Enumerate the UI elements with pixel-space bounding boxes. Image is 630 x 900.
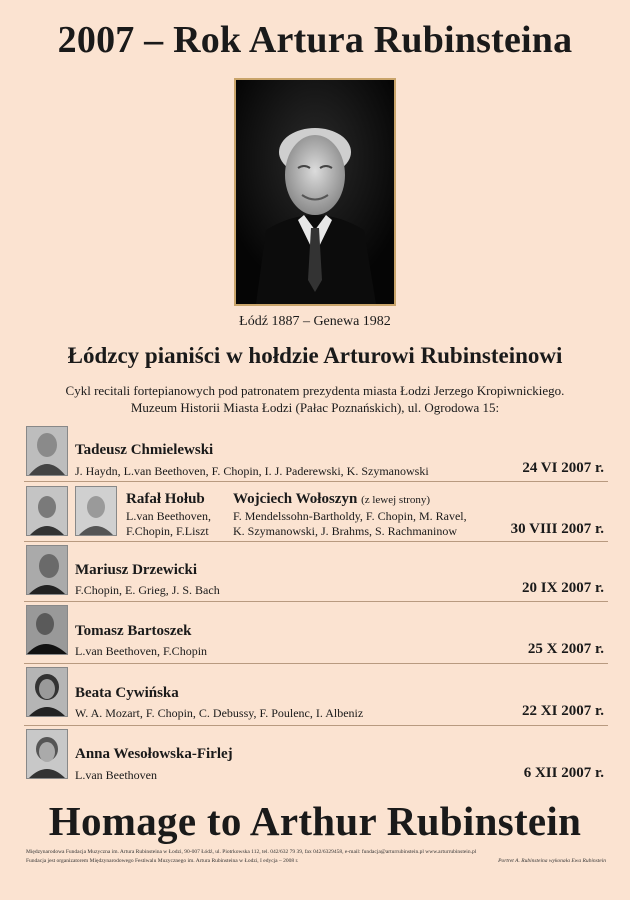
pianist-name: Rafał Hołub: [126, 491, 205, 507]
footer-festival-note: Fundacja jest organizatorem Międzynarodowego Festiwalu Muzycznego im. Artura Rubinsteina w Łodzi, I edycja – 2008 r.: [26, 858, 299, 864]
concert-program: F.Chopin, E. Grieg, J. S. Bach: [75, 583, 220, 597]
pianist-name-text: Wojciech Wołoszyn: [233, 491, 358, 507]
intro-line-2: Muzeum Historii Miasta Łodzi (Pałac Poznańskich), ul. Ogrodowa 15:: [130, 400, 500, 415]
portrait-caption: Łódź 1887 – Genewa 1982: [239, 314, 391, 329]
pianist-photo: [75, 486, 117, 536]
footer-address: Międzynarodowa Fundacja Muzyczna im. Artura Rubinsteina w Łodzi, 90-007 Łódź, ul. Piotrkowska 112, tel. 042/632 79 39, fax 042/6329458, e-mail: fundacja@arturrubinstein.pl www.arturrubinstein.pl: [26, 849, 477, 855]
concert-program: L.van Beethoven: [75, 768, 157, 782]
pianist-name: Tadeusz Chmielewski: [75, 442, 214, 458]
pianist-photo: [26, 667, 68, 717]
program-line: F. Mendelssohn-Bartholdy, F. Chopin, M. Ravel,: [233, 509, 467, 523]
concert-program: W. A. Mozart, F. Chopin, C. Debussy, F. Poulenc, I. Albeniz: [75, 706, 364, 720]
series-title: Łódzcy pianiści w hołdzie Arturowi Rubinsteinowi: [67, 343, 563, 368]
divider: [24, 725, 608, 726]
concert-date: 20 IX 2007 r.: [522, 580, 604, 596]
pianist-photo: [26, 486, 68, 536]
concert-date: 6 XII 2007 r.: [523, 765, 604, 781]
pianist-name: Tomasz Bartoszek: [75, 623, 192, 639]
divider: [24, 541, 608, 542]
divider: [24, 601, 608, 602]
series-intro: [0, 382, 630, 416]
rubinstein-portrait: [234, 78, 396, 306]
concert-date: 24 VI 2007 r.: [522, 460, 604, 476]
pianist-photo: [26, 605, 68, 655]
concert-date: 25 X 2007 r.: [527, 641, 604, 657]
portrait-credit: Portret A. Rubinsteina wykonała Ewa Rubinstein: [498, 858, 606, 864]
pianist-photo: [26, 426, 68, 476]
program-line: K. Szymanowski, J. Brahms, S. Rachmaninow: [233, 524, 457, 538]
concert-date: 22 XI 2007 r.: [522, 703, 604, 719]
pianist-name: Mariusz Drzewicki: [75, 562, 198, 578]
pianist-photo: [26, 545, 68, 595]
concert-program: [233, 509, 467, 539]
concert-program: L.van Beethoven, F.Chopin: [75, 644, 208, 658]
pianist-photo: [26, 729, 68, 779]
divider: [24, 481, 608, 482]
intro-line-1: Cykl recitali fortepianowych pod patronatem prezydenta miasta Łodzi Jerzego Kropiwnickiego.: [65, 383, 565, 398]
pianist-name: [233, 491, 430, 508]
footer-line-1: [26, 848, 606, 856]
divider: [24, 663, 608, 664]
concert-program: J. Haydn, L.van Beethoven, F. Chopin, I. J. Paderewski, K. Szymanowski: [75, 464, 429, 478]
poster-title: 2007 – Rok Artura Rubinsteina: [57, 19, 573, 61]
footer-line-2: [26, 857, 606, 865]
pianist-name: Anna Wesołowska-Firlej: [75, 746, 233, 762]
concert-date: 30 VIII 2007 r.: [510, 521, 604, 537]
performer-note: (z lewej strony): [361, 494, 431, 506]
homage-title: Homage to Arthur Rubinstein: [48, 798, 582, 844]
program-line: L.van Beethoven,: [126, 509, 211, 523]
program-line: F.Chopin, F.Liszt: [126, 524, 209, 538]
pianist-name: Beata Cywińska: [75, 685, 179, 701]
concert-program: [126, 509, 211, 539]
